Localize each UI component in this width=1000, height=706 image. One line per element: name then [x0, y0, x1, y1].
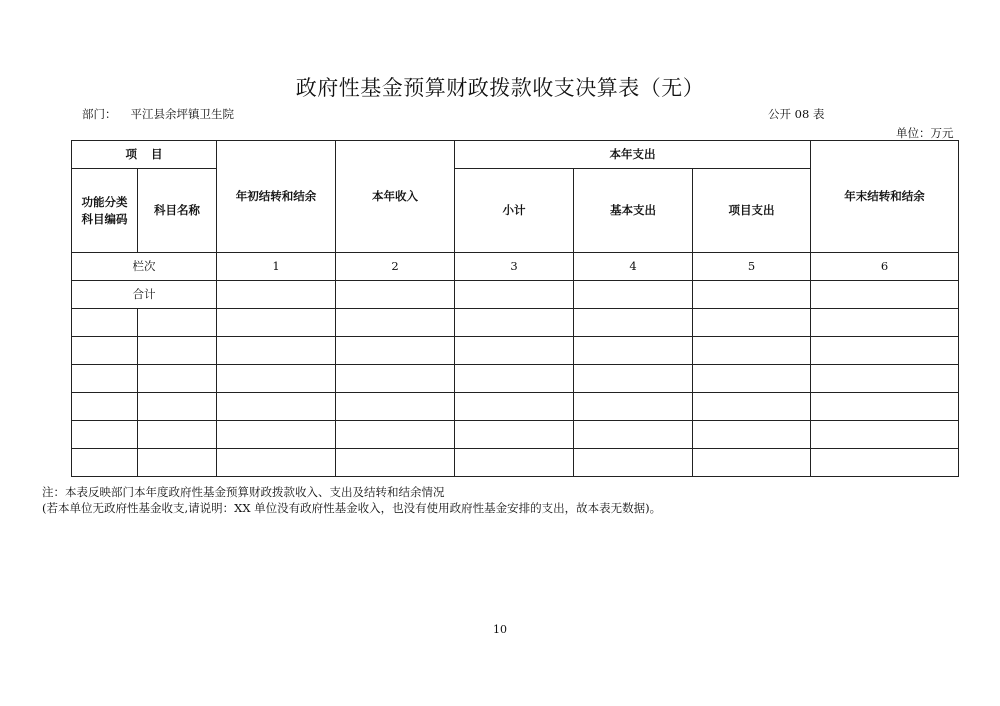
- table-cell: [217, 337, 336, 365]
- table-cell: [336, 281, 455, 309]
- form-number: 公开 08 表: [768, 107, 825, 121]
- table-cell: [811, 393, 959, 421]
- table-cell: [693, 337, 811, 365]
- total-label: 合计: [72, 281, 217, 309]
- table-cell: [217, 309, 336, 337]
- table-cell: [811, 365, 959, 393]
- column-number: 3: [455, 253, 574, 281]
- table-cell: [217, 365, 336, 393]
- table-cell: [574, 393, 693, 421]
- column-number: 2: [336, 253, 455, 281]
- table-cell: [336, 393, 455, 421]
- header-income: 本年收入: [336, 141, 455, 253]
- unit-label: 单位：万元: [896, 126, 954, 140]
- header-subject-name: 科目名称: [138, 169, 217, 253]
- report-title: 政府性基金预算财政拨款收支决算表（无）: [295, 76, 705, 100]
- table-cell: [138, 393, 217, 421]
- table-cell: [138, 421, 217, 449]
- column-number: 4: [574, 253, 693, 281]
- table-cell: [455, 449, 574, 477]
- table-cell: [693, 449, 811, 477]
- footnote-line-1: 注：本表反映部门本年度政府性基金预算财政拨款收入、支出及结转和结余情况: [42, 485, 445, 499]
- table-cell: [455, 421, 574, 449]
- department-label: 部门：: [82, 107, 117, 121]
- table-cell: [455, 365, 574, 393]
- column-number: 1: [217, 253, 336, 281]
- table-cell: [693, 281, 811, 309]
- table-cell: [693, 421, 811, 449]
- table-cell: [811, 449, 959, 477]
- table-cell: [72, 393, 138, 421]
- table-cell: [138, 337, 217, 365]
- header-item: 项目: [72, 141, 217, 169]
- table-row: [72, 449, 959, 477]
- table-cell: [72, 421, 138, 449]
- table-cell: [72, 337, 138, 365]
- table-cell: [217, 421, 336, 449]
- department-line: [82, 106, 234, 122]
- table-cell: [72, 365, 138, 393]
- column-number: 6: [811, 253, 959, 281]
- table-cell: [811, 281, 959, 309]
- header-project-expenditure: 项目支出: [693, 169, 811, 253]
- table-row: [72, 309, 959, 337]
- table-cell: [336, 421, 455, 449]
- header-function-code: 功能分类科目编码: [72, 169, 138, 253]
- table-cell: [455, 281, 574, 309]
- department-name: 平江县余坪镇卫生院: [130, 107, 234, 121]
- table-cell: [455, 337, 574, 365]
- table-cell: [217, 281, 336, 309]
- footnote-line-2: (若本单位无政府性基金收支,请说明：XX 单位没有政府性基金收入，也没有使用政府性基金安排的支出，故本表无数据)。: [42, 501, 662, 515]
- header-begin-balance: 年初结转和结余: [217, 141, 336, 253]
- table-cell: [72, 309, 138, 337]
- row-index-label: 栏次: [72, 253, 217, 281]
- table-row: [72, 337, 959, 365]
- column-number: 5: [693, 253, 811, 281]
- table-cell: [217, 393, 336, 421]
- table-cell: [138, 449, 217, 477]
- table-cell: [693, 365, 811, 393]
- table-cell: [138, 365, 217, 393]
- table-row: [72, 393, 959, 421]
- header-subtotal: 小计: [455, 169, 574, 253]
- table-cell: [811, 309, 959, 337]
- table-cell: [336, 449, 455, 477]
- table-cell: [693, 309, 811, 337]
- table-cell: [455, 309, 574, 337]
- table-cell: [574, 421, 693, 449]
- budget-table: [71, 140, 959, 477]
- header-basic-expenditure: 基本支出: [574, 169, 693, 253]
- table-cell: [574, 309, 693, 337]
- header-expenditure: 本年支出: [455, 141, 811, 169]
- table-cell: [336, 309, 455, 337]
- table-cell: [693, 393, 811, 421]
- table-cell: [811, 337, 959, 365]
- table-cell: [72, 449, 138, 477]
- table-cell: [336, 365, 455, 393]
- table-cell: [574, 449, 693, 477]
- table-cell: [455, 393, 574, 421]
- table-cell: [336, 337, 455, 365]
- header-end-balance: 年末结转和结余: [811, 141, 959, 253]
- table-cell: [217, 449, 336, 477]
- table-cell: [138, 309, 217, 337]
- table-cell: [811, 421, 959, 449]
- page-number: 10: [493, 623, 507, 636]
- table-cell: [574, 365, 693, 393]
- table-cell: [574, 281, 693, 309]
- table-row: [72, 421, 959, 449]
- table-cell: [574, 337, 693, 365]
- table-row: [72, 365, 959, 393]
